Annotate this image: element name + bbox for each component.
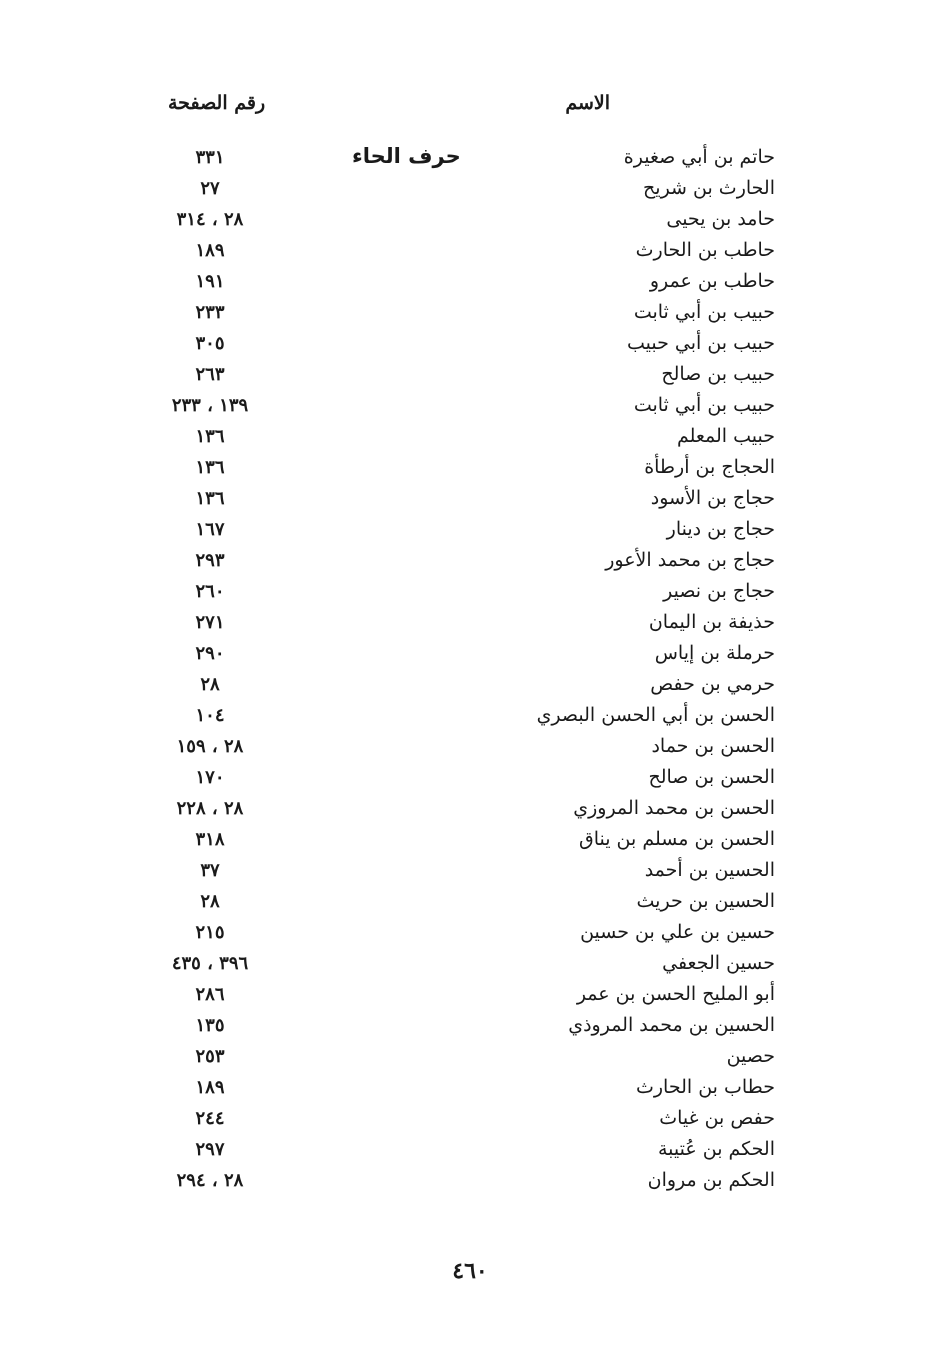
index-entry-row	[140, 328, 780, 359]
entry-page-numbers: ٢٥٣	[195, 1046, 225, 1067]
index-entry-row	[140, 142, 780, 173]
entry-page-numbers: ٢٩٣	[195, 550, 225, 571]
entry-page-numbers: ١٩١	[195, 271, 225, 292]
entry-name: حبيب بن أبي ثابت	[633, 394, 775, 416]
index-entry-row	[140, 979, 780, 1010]
entry-name: الحجاج بن أرطأة	[644, 456, 775, 478]
entry-name: الحسين بن حريث	[636, 890, 775, 912]
entry-page-numbers: ١٨٩	[195, 240, 225, 261]
entry-page-numbers: ٢٨ ، ٢٢٨	[176, 798, 244, 819]
index-entry-row	[140, 731, 780, 762]
index-entry-row	[140, 1041, 780, 1072]
entry-name: حبيب المعلم	[676, 425, 775, 447]
entry-page-numbers: ٢٤٤	[195, 1108, 225, 1129]
index-entries-list	[140, 142, 780, 1196]
index-entry-row	[140, 421, 780, 452]
entry-name: حاطب بن الحارث	[635, 239, 775, 261]
page-number: ٤٦٠	[452, 1258, 488, 1284]
entry-name: أبو المليح الحسن بن عمر	[576, 983, 775, 1005]
index-entry-row	[140, 576, 780, 607]
index-entry-row	[140, 793, 780, 824]
entry-page-numbers: ١٣٦	[195, 457, 225, 478]
entry-name: الحسن بن أبي الحسن البصري	[536, 704, 775, 726]
entry-name: حامد بن يحيى	[666, 208, 775, 230]
index-entry-row	[140, 1165, 780, 1196]
index-entry-row	[140, 1010, 780, 1041]
entry-name: حجاج بن محمد الأعور	[605, 549, 775, 571]
index-entry-row	[140, 1072, 780, 1103]
entry-name: حاتم بن أبي صغيرة	[623, 146, 775, 168]
section-title: حرف الحاء	[352, 144, 461, 168]
index-entry-row	[140, 204, 780, 235]
entry-name: حسين بن علي بن حسين	[580, 921, 775, 943]
entry-page-numbers: ١٦٧	[195, 519, 225, 540]
entry-page-numbers: ٢٩٧	[195, 1139, 225, 1160]
entry-page-numbers: ١٧٠	[195, 767, 225, 788]
entry-page-numbers: ٢٧١	[195, 612, 225, 633]
entry-name: الحسن بن حماد	[651, 735, 775, 757]
index-entry-row	[140, 1103, 780, 1134]
entry-page-numbers: ١٨٩	[195, 1077, 225, 1098]
name-column-header: الاسم	[565, 92, 610, 114]
index-entry-row	[140, 824, 780, 855]
entry-name: حبيب بن صالح	[661, 363, 775, 385]
entry-page-numbers: ٢٩٠	[195, 643, 225, 664]
index-entry-row	[140, 855, 780, 886]
entry-name: الحسن بن محمد المروزي	[573, 797, 775, 819]
entry-name: حرملة بن إياس	[654, 642, 775, 664]
entry-name: حرمي بن حفص	[650, 673, 775, 695]
index-entry-row	[140, 452, 780, 483]
index-entry-row	[140, 700, 780, 731]
entry-page-numbers: ١٣٦	[195, 488, 225, 509]
index-entry-row	[140, 390, 780, 421]
index-entry-row	[140, 483, 780, 514]
entry-page-numbers: ٢١٥	[195, 922, 225, 943]
entry-page-numbers: ٣٠٥	[195, 333, 225, 354]
index-entry-row	[140, 514, 780, 545]
entry-page-numbers: ٣١٨	[195, 829, 225, 850]
entry-name: حفص بن غياث	[659, 1107, 775, 1129]
entry-name: حطاب بن الحارث	[635, 1076, 775, 1098]
index-entry-row	[140, 297, 780, 328]
entry-page-numbers: ٢٨٦	[195, 984, 225, 1005]
entry-page-numbers: ٢٨ ، ٣١٤	[176, 209, 244, 230]
index-entry-row	[140, 235, 780, 266]
entry-page-numbers: ٣٧	[200, 860, 220, 881]
index-entry-row	[140, 917, 780, 948]
entry-name: حسين الجعفي	[662, 952, 775, 974]
entry-page-numbers: ٣٣١	[195, 147, 225, 168]
entry-page-numbers: ٢٨	[200, 674, 220, 695]
entry-page-numbers: ٢٨ ، ٢٩٤	[176, 1170, 244, 1191]
entry-page-numbers: ١٣٦	[195, 426, 225, 447]
entry-page-numbers: ١٣٩ ، ٢٣٣	[171, 395, 249, 416]
index-entry-row	[140, 173, 780, 204]
index-entry-row	[140, 607, 780, 638]
entry-name: حصين	[726, 1045, 775, 1067]
entry-page-numbers: ٢٦٣	[195, 364, 225, 385]
index-entry-row	[140, 638, 780, 669]
entry-name: حبيب بن أبي حبيب	[626, 332, 775, 354]
entry-page-numbers: ١٠٤	[195, 705, 225, 726]
entry-page-numbers: ٢٣٣	[195, 302, 225, 323]
index-entry-row	[140, 359, 780, 390]
index-entry-row	[140, 948, 780, 979]
entry-page-numbers: ٣٩٦ ، ٤٣٥	[171, 953, 249, 974]
entry-name: حذيفة بن اليمان	[648, 611, 775, 633]
entry-page-numbers: ٢٦٠	[195, 581, 225, 602]
entry-name: حبيب بن أبي ثابت	[633, 301, 775, 323]
entry-name: الحسين بن أحمد	[644, 859, 775, 881]
entry-name: الحسن بن صالح	[648, 766, 775, 788]
entry-name: الحكم بن عُتيبة	[657, 1138, 775, 1160]
index-entry-row	[140, 1134, 780, 1165]
page-column-header: رقم الصفحة	[168, 92, 266, 114]
entry-name: حجاج بن الأسود	[650, 487, 775, 509]
entry-name: الحكم بن مروان	[647, 1169, 775, 1191]
entry-name: حاطب بن عمرو	[649, 270, 775, 292]
entry-name: حجاج بن دينار	[666, 518, 775, 540]
index-entry-row	[140, 886, 780, 917]
entry-page-numbers: ٢٨	[200, 891, 220, 912]
entry-name: حجاج بن نصير	[663, 580, 775, 602]
entry-page-numbers: ٢٨ ، ١٥٩	[176, 736, 244, 757]
entry-page-numbers: ١٣٥	[195, 1015, 225, 1036]
index-entry-row	[140, 545, 780, 576]
index-entry-row	[140, 266, 780, 297]
index-entry-row	[140, 762, 780, 793]
entry-name: الحسين بن محمد المروذي	[568, 1014, 775, 1036]
entry-name: الحارث بن شريح	[643, 177, 775, 199]
entry-name: الحسن بن مسلم بن يناق	[578, 828, 775, 850]
index-entry-row	[140, 669, 780, 700]
entry-page-numbers: ٢٧	[200, 178, 220, 199]
